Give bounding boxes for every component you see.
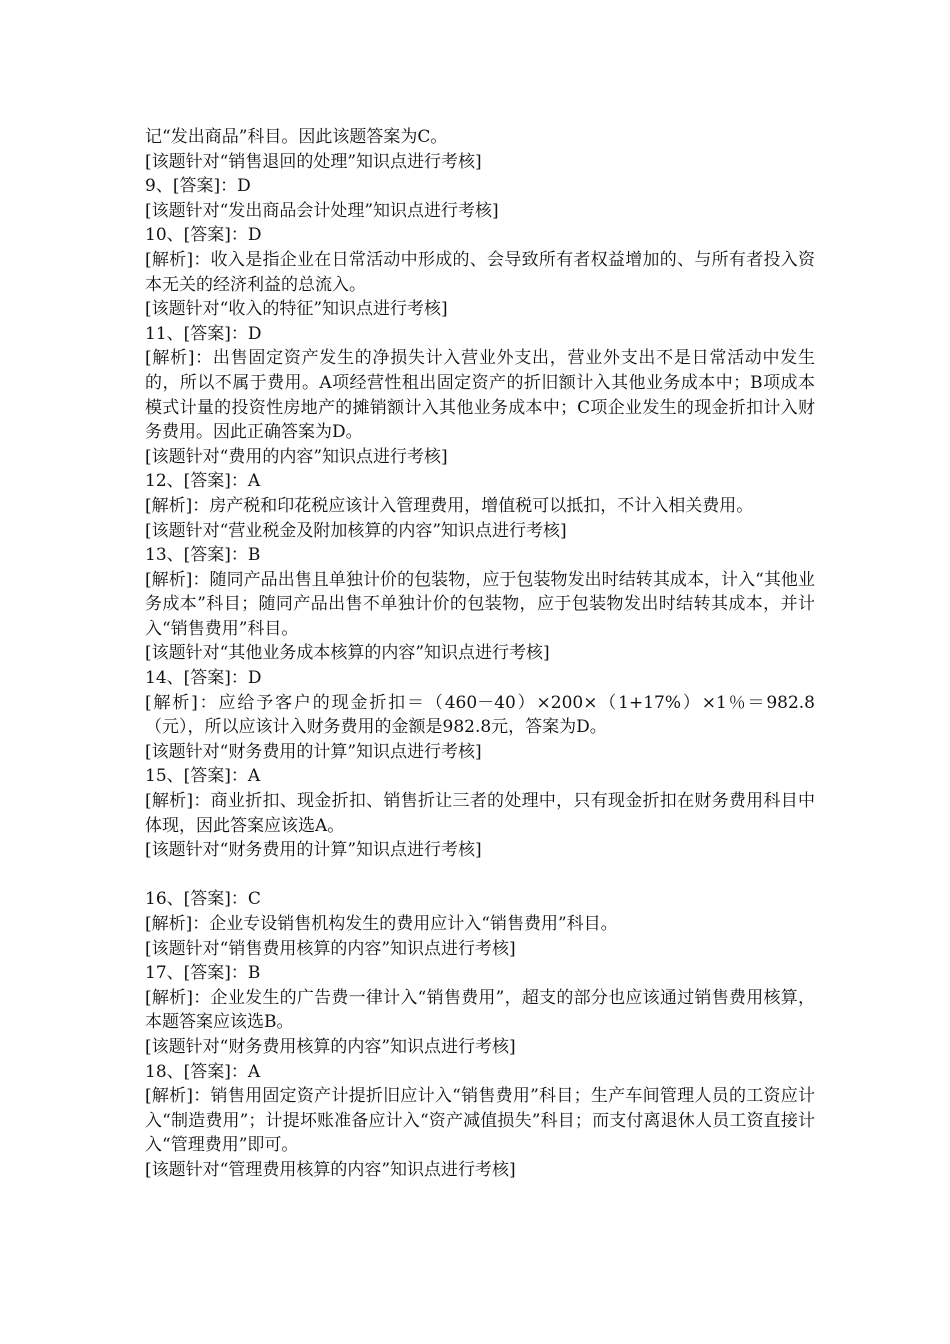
knowledge-tag: [该题针对“管理费用核算的内容”知识点进行考核] bbox=[145, 1159, 516, 1180]
explanation: [解析]：销售用固定资产计提折旧应计入“销售费用”科目；生产车间管理人员的工资应计入“制造费用”；计提坏账准备应计入“资产减值损失”科目；而支付离退休人员工资直接计入“管理费用”即可。 bbox=[145, 1086, 815, 1156]
answer-line: 9、[答案]：D bbox=[145, 176, 251, 197]
explanation: [解析]：企业专设销售机构发生的费用应计入“销售费用”科目。 bbox=[145, 914, 618, 934]
answer-line: 18、[答案]：A bbox=[145, 1061, 261, 1082]
document-body bbox=[145, 125, 815, 1183]
answer-line: 13、[答案]：B bbox=[145, 545, 261, 566]
explanation: [解析]：商业折扣、现金折扣、销售折让三者的处理中，只有现金折扣在财务费用科目中体现，因此答案应该选A。 bbox=[145, 791, 815, 836]
answer-line: 14、[答案]：D bbox=[145, 668, 262, 689]
knowledge-tag: [该题针对“收入的特征”知识点进行考核] bbox=[145, 299, 448, 320]
text-line: 记“发出商品”科目。因此该题答案为C。 bbox=[145, 127, 448, 147]
explanation: [解析]：房产税和印花税应该计入管理费用，增值税可以抵扣，不计入相关费用。 bbox=[145, 495, 754, 516]
answer-line: 10、[答案]：D bbox=[145, 225, 262, 246]
knowledge-tag: [该题针对“销售退回的处理”知识点进行考核] bbox=[145, 151, 482, 172]
knowledge-tag: [该题针对“营业税金及附加核算的内容”知识点进行考核] bbox=[145, 520, 567, 541]
answer-line: 12、[答案]：A bbox=[145, 471, 261, 492]
knowledge-tag: [该题针对“费用的内容”知识点进行考核] bbox=[145, 446, 448, 467]
knowledge-tag: [该题针对“财务费用的计算”知识点进行考核] bbox=[145, 840, 482, 861]
knowledge-tag: [该题针对“财务费用核算的内容”知识点进行考核] bbox=[145, 1036, 516, 1057]
explanation: [解析]：企业发生的广告费一律计入“销售费用”，超支的部分也应该通过销售费用核算，本题答案应该选B。 bbox=[145, 987, 815, 1033]
answer-line: 11、[答案]：D bbox=[145, 323, 262, 344]
explanation: [解析]：出售固定资产发生的净损失计入营业外支出，营业外支出不是日常活动中发生的，所以不属于费用。A项经营性租出固定资产的折旧额计入其他业务成本中；B项成本模式计量的投资性房地产的摊销额计入其他业务成本中；C项企业发生的现金折扣计入财务费用。因此正确答案为D。 bbox=[145, 348, 815, 443]
explanation: [解析]：随同产品出售且单独计价的包装物，应于包装物发出时结转其成本，计入“其他业务成本”科目；随同产品出售不单独计价的包装物，应于包装物发出时结转其成本，并计入“销售费用”科目。 bbox=[145, 569, 815, 639]
answer-line: 17、[答案]：B bbox=[145, 963, 261, 984]
knowledge-tag: [该题针对“财务费用的计算”知识点进行考核] bbox=[145, 741, 482, 762]
answer-line: 16、[答案]：C bbox=[145, 889, 261, 910]
knowledge-tag: [该题针对“销售费用核算的内容”知识点进行考核] bbox=[145, 938, 516, 959]
knowledge-tag: [该题针对“发出商品会计处理”知识点进行考核] bbox=[145, 200, 499, 221]
blank-line bbox=[145, 863, 815, 888]
explanation: [解析]：应给予客户的现金折扣＝（460－40）×200×（1+17%）×1％＝982.8（元），所以应该计入财务费用的金额是982.8元，答案为D。 bbox=[145, 692, 815, 738]
knowledge-tag: [该题针对“其他业务成本核算的内容”知识点进行考核] bbox=[145, 643, 550, 664]
explanation: [解析]：收入是指企业在日常活动中形成的、会导致所有者权益增加的、与所有者投入资本无关的经济利益的总流入。 bbox=[145, 249, 815, 295]
answer-line: 15、[答案]：A bbox=[145, 766, 261, 787]
